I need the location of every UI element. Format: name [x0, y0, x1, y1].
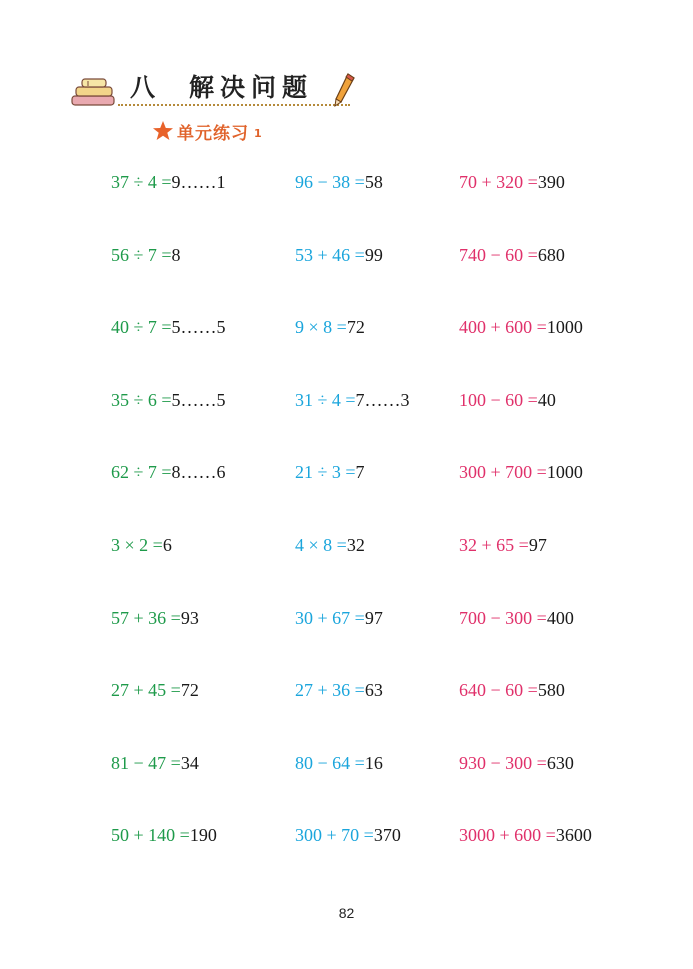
page-number: 82 [338, 905, 355, 921]
equation [459, 680, 565, 700]
equation-question: 3 × 2 = [111, 535, 163, 555]
equation-question: 56 ÷ 7 = [111, 244, 172, 265]
equation [111, 680, 199, 700]
equation-question: 3000 + 600 = [459, 825, 556, 846]
equation [111, 317, 226, 337]
equation-question: 70 + 320 = [459, 172, 538, 192]
equation [295, 245, 383, 265]
equation [111, 608, 199, 628]
chapter-number: 八 [130, 73, 162, 102]
equation-answer: 97 [364, 607, 383, 628]
equation-question: 27 + 45 = [111, 680, 181, 701]
equation-answer: 99 [364, 244, 383, 265]
equation [459, 390, 556, 410]
equation-question: 40 ÷ 7 = [111, 317, 172, 338]
equation [459, 462, 583, 482]
equation-answer: 6 [162, 535, 172, 555]
equation-question: 9 × 8 = [295, 317, 347, 338]
equation [111, 390, 226, 410]
equation [459, 608, 574, 628]
equation [295, 462, 365, 482]
equation [295, 825, 401, 845]
equation-question: 81 − 47 = [111, 752, 181, 773]
equation-question: 4 × 8 = [295, 535, 347, 555]
equation [295, 680, 383, 700]
equation [459, 245, 565, 265]
equation-answer: 630 [546, 752, 574, 773]
equation-answer: 9……1 [171, 172, 226, 192]
chapter-name: 解决问题 [189, 73, 314, 102]
equation-answer: 400 [546, 607, 574, 628]
equation-answer: 97 [528, 535, 547, 555]
equation-answer: 8……6 [171, 462, 226, 483]
equation [111, 825, 217, 845]
equation [295, 317, 365, 337]
equation [295, 172, 383, 192]
equation-answer: 34 [180, 752, 199, 773]
chapter-title [130, 68, 313, 104]
equation-answer: 72 [346, 317, 365, 338]
equation [295, 608, 383, 628]
equation [111, 245, 181, 265]
equation-question: 21 ÷ 3 = [295, 462, 356, 483]
equation-answer: 370 [373, 825, 401, 846]
chapter-header [70, 68, 360, 112]
equation-question: 96 − 38 = [295, 172, 365, 192]
equation-question: 300 + 70 = [295, 825, 374, 846]
equation [459, 535, 547, 555]
star-icon [152, 120, 174, 142]
section-title: 单元练习 [177, 123, 249, 144]
equation-answer: 3600 [555, 825, 592, 846]
equation-answer: 16 [364, 752, 383, 773]
equation-answer: 40 [537, 389, 556, 410]
equation-answer: 7 [355, 462, 365, 483]
equation [111, 172, 226, 192]
equation-answer: 190 [189, 825, 217, 846]
equation-question: 640 − 60 = [459, 680, 538, 701]
equation [295, 753, 383, 773]
equation [111, 535, 172, 555]
equation-answer: 1000 [546, 462, 583, 483]
equation-question: 100 − 60 = [459, 389, 538, 410]
header-underline [118, 104, 350, 106]
equation-question: 31 ÷ 4 = [295, 389, 356, 410]
equation [459, 753, 574, 773]
equation [295, 390, 410, 410]
equation-question: 32 + 65 = [459, 535, 529, 555]
equation [459, 825, 592, 845]
equation-answer: 390 [537, 172, 565, 192]
equation-answer: 580 [537, 680, 565, 701]
equation-answer: 5……5 [171, 389, 226, 410]
equation-question: 30 + 67 = [295, 607, 365, 628]
equation-question: 62 ÷ 7 = [111, 462, 172, 483]
equation-question: 700 − 300 = [459, 607, 547, 628]
equation [111, 462, 226, 482]
equation-answer: 5……5 [171, 317, 226, 338]
book-stack-icon [70, 76, 120, 110]
equation-answer: 72 [180, 680, 199, 701]
equation-answer: 1000 [546, 317, 583, 338]
equation-question: 930 − 300 = [459, 752, 547, 773]
equation-question: 740 − 60 = [459, 244, 538, 265]
equation-question: 400 + 600 = [459, 317, 547, 338]
equation [459, 317, 583, 337]
pencil-icon [332, 72, 356, 108]
equation [459, 172, 565, 192]
equation-answer: 93 [180, 607, 199, 628]
equation-question: 53 + 46 = [295, 244, 365, 265]
equation-answer: 63 [364, 680, 383, 701]
section-heading [152, 119, 262, 143]
equation-answer: 8 [171, 244, 181, 265]
equation-question: 37 ÷ 4 = [111, 172, 172, 192]
equation-answer: 7……3 [355, 389, 410, 410]
equation-question: 27 + 36 = [295, 680, 365, 701]
section-number: 1 [254, 127, 262, 140]
equation-question: 50 + 140 = [111, 825, 190, 846]
equation-question: 57 + 36 = [111, 607, 181, 628]
equation-question: 35 ÷ 6 = [111, 389, 172, 410]
equation-answer: 680 [537, 244, 565, 265]
equation-answer: 32 [346, 535, 365, 555]
equation [295, 535, 365, 555]
equation-answer: 58 [364, 172, 383, 192]
equation-question: 300 + 700 = [459, 462, 547, 483]
equation [111, 753, 199, 773]
equation-question: 80 − 64 = [295, 752, 365, 773]
